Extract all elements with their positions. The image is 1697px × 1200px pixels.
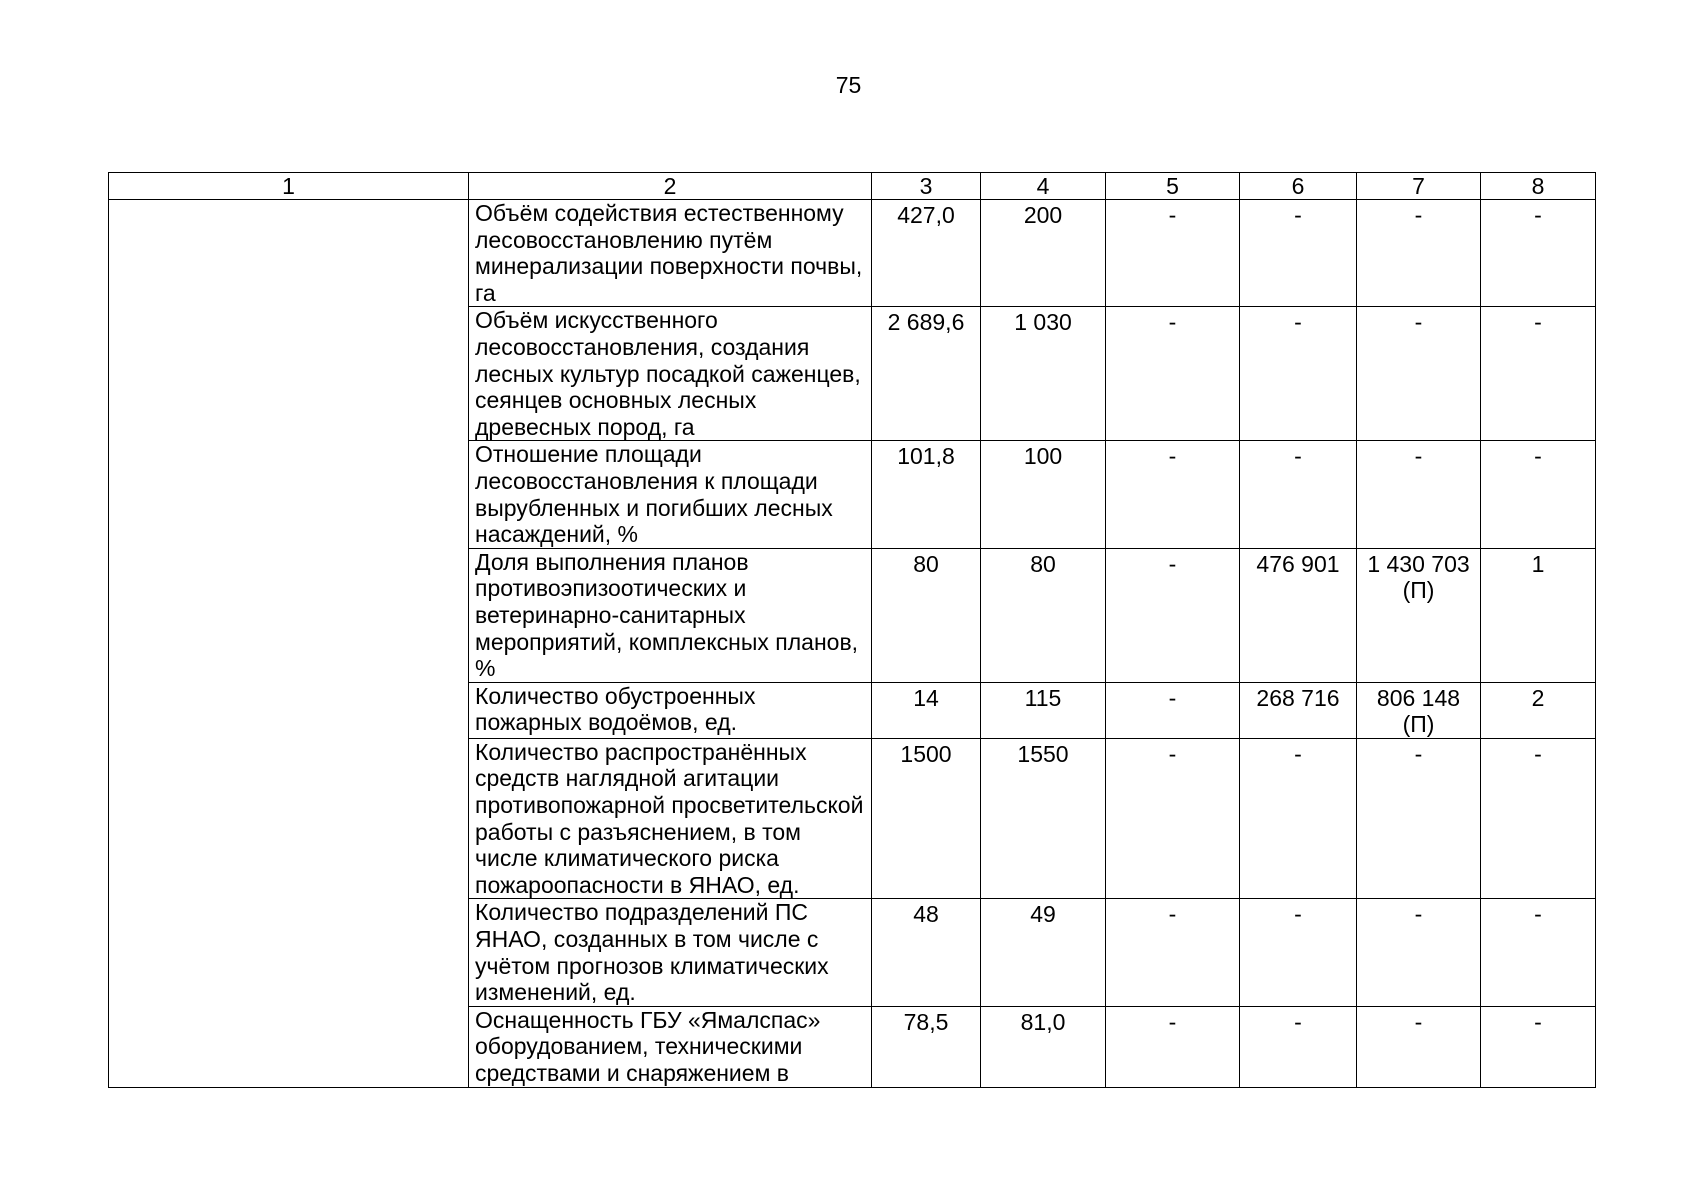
value-col-7-main: -: [1414, 740, 1423, 767]
value-col-8: -: [1481, 200, 1596, 307]
value-col-7-main: -: [1414, 309, 1423, 336]
indicator-name: Количество обустроенных пожарных водоёмов, ед.: [469, 682, 872, 738]
value-col-4: 49: [981, 899, 1106, 1006]
value-col-4: 80: [981, 548, 1106, 682]
value-col-5: -: [1106, 899, 1240, 1006]
value-col-7: [1357, 682, 1481, 738]
value-col-7-main: -: [1414, 202, 1423, 228]
value-col-7-main: -: [1414, 1008, 1423, 1035]
value-col-5: -: [1106, 682, 1240, 738]
value-col-8: -: [1481, 1006, 1596, 1087]
value-col-8: -: [1481, 738, 1596, 899]
value-col-4: 115: [981, 682, 1106, 738]
value-col-8: -: [1481, 441, 1596, 548]
column-header-3: 3: [872, 173, 981, 200]
value-col-8: 2: [1481, 682, 1596, 738]
value-col-7: [1357, 899, 1481, 1006]
value-col-6: 268 716: [1240, 682, 1357, 738]
value-col-3: 78,5: [872, 1006, 981, 1087]
value-col-7-main: 806 148: [1376, 684, 1461, 711]
value-col-6: -: [1240, 1006, 1357, 1087]
value-col-7-note: (П): [1402, 711, 1435, 738]
value-col-6: 476 901: [1240, 548, 1357, 682]
value-col-5: -: [1106, 1006, 1240, 1087]
indicator-name: Объём искусственного лесовосстановления, создания лесных культур посадкой саженцев, сеянцев основных лесных древесных пород, га: [469, 307, 872, 441]
indicator-name: Объём содействия естественному лесовосстановлению путём минерализации поверхности почвы, га: [469, 200, 872, 307]
value-col-7-main: -: [1414, 901, 1423, 928]
value-col-6: -: [1240, 899, 1357, 1006]
value-col-7: [1357, 441, 1481, 548]
value-col-5: -: [1106, 441, 1240, 548]
value-col-5: -: [1106, 200, 1240, 307]
value-col-3: 427,0: [872, 200, 981, 307]
value-col-3: 2 689,6: [872, 307, 981, 441]
indicator-name: Отношение площади лесовосстановления к площади вырубленных и погибших лесных насаждений, %: [469, 441, 872, 548]
value-col-6: -: [1240, 200, 1357, 307]
value-col-4: 1 030: [981, 307, 1106, 441]
column-header-6: 6: [1240, 173, 1357, 200]
value-col-6: -: [1240, 307, 1357, 441]
value-col-7: [1357, 307, 1481, 441]
value-col-3: 14: [872, 682, 981, 738]
indicator-table: [108, 172, 1596, 1088]
value-col-8: 1: [1481, 548, 1596, 682]
column-header-5: 5: [1106, 173, 1240, 200]
value-col-6: -: [1240, 441, 1357, 548]
indicator-name: Доля выполнения планов противоэпизоотических и ветеринарно-санитарных мероприятий, комплексных планов, %: [469, 548, 872, 682]
table-header-row: [109, 173, 1596, 200]
value-col-3: 80: [872, 548, 981, 682]
value-col-7-main: -: [1414, 443, 1423, 470]
value-col-7-main: 1 430 703: [1367, 550, 1470, 577]
value-col-6: -: [1240, 738, 1357, 899]
value-col-3: 1500: [872, 738, 981, 899]
column-header-1: 1: [109, 173, 469, 200]
value-col-8: -: [1481, 307, 1596, 441]
table-row: [109, 200, 1596, 307]
value-col-4: 100: [981, 441, 1106, 548]
indicator-name: Оснащенность ГБУ «Ямалспас» оборудованием, техническими средствами и снаряжением в: [469, 1006, 872, 1087]
value-col-4: 81,0: [981, 1006, 1106, 1087]
value-col-8: -: [1481, 899, 1596, 1006]
value-col-4: 200: [981, 200, 1106, 307]
column-header-7: 7: [1357, 173, 1481, 200]
value-col-7-note: (П): [1402, 577, 1435, 604]
value-col-5: -: [1106, 738, 1240, 899]
value-col-4: 1550: [981, 738, 1106, 899]
column-header-2: 2: [469, 173, 872, 200]
page-number: 75: [835, 72, 862, 98]
value-col-7: [1357, 1006, 1481, 1087]
indicator-name: Количество распространённых средств наглядной агитации противопожарной просветительской работы с разъяснением, в том числе климатического риска пожароопасности в ЯНАО, ед.: [469, 738, 872, 899]
indicator-name: Количество подразделений ПС ЯНАО, созданных в том числе с учётом прогнозов климатических изменений, ед.: [469, 899, 872, 1006]
value-col-3: 48: [872, 899, 981, 1006]
value-col-5: -: [1106, 307, 1240, 441]
column-header-8: 8: [1481, 173, 1596, 200]
column-header-4: 4: [981, 173, 1106, 200]
value-col-7: [1357, 548, 1481, 682]
value-col-3: 101,8: [872, 441, 981, 548]
value-col-7: [1357, 738, 1481, 899]
column-1-empty-cell: [109, 200, 469, 1088]
value-col-5: -: [1106, 548, 1240, 682]
value-col-7: [1357, 200, 1481, 307]
